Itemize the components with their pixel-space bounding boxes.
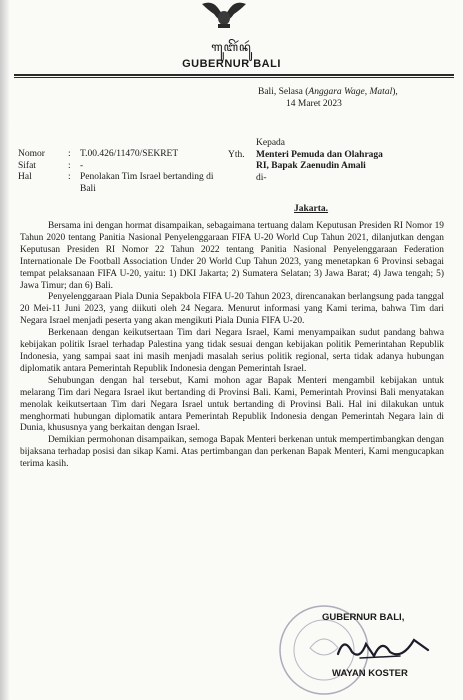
recipient-block: Kepada Yth. Menteri Pemuda dan Olahraga RI, Bapak Zaenudin Amali di- [228, 138, 383, 183]
body-paragraph: Sehubungan dengan hal tersebut, Kami mohon agar Bapak Menteri mengambil kebijakan untuk melarang Tim dari Negara Israel ikut bertanding di Provinsi Bali. Kami, Pemerintah Provinsi Bali menyatakan menolak keikutsertaan Tim dari Negara Israel untuk bertanding di Provinsi Bali. Hal ini dilakukan untuk menghormati hubungan diplomatik antara Pemerintah Republik Indonesia dengan Pemerintah Negara lain di Dunia, khususnya yang berkaitan dengan Israel. [20, 375, 444, 434]
body-paragraph: Demikian permohonan disampaikan, semoga Bapak Menteri berkenan untuk mempertimbangkan dengan bijaksana terhadap posisi dan sikap Kami. Atas pertimbangan dan perkenan Bapak Menteri, Kami mengucapkan terima kasih. [20, 435, 444, 470]
meta-row-hal: Hal : Penolakan Tim Israel bertanding di Bali [18, 172, 214, 194]
handwritten-signature [330, 626, 440, 666]
letterhead-rule-thick [14, 74, 454, 76]
letter-meta-table [18, 149, 216, 195]
signatory-name: WAYAN KOSTER [332, 668, 408, 679]
letterhead-rule-thin [14, 77, 454, 78]
meta-row-sifat: Sifat : - [18, 160, 84, 171]
balinese-script-heading: ꦒꦸꦧꦼꦂꦤꦸꦂ [211, 40, 252, 54]
letterhead-title: GUBERNUR BALI [182, 58, 281, 70]
body-paragraph: Penyelenggaraan Piala Dunia Sepakbola FIFA U-20 Tahun 2023, direncanakan berlangsung pada tanggal 20 Mei-11 Juni 2023, yang diikuti oleh 24 Negara. Menurut informasi yang Kami terima, bahwa Tim dari Negara Israel menjadi peserta yang akan mengikuti Piala Dunia FIFA U-20. [20, 292, 444, 327]
recipient-city: Jakarta. [294, 204, 329, 214]
garuda-emblem-icon [198, 0, 250, 30]
body-paragraph: Bersama ini dengan hormat disampaikan, sebagaimana tertuang dalam Keputusan Presiden RI Nomor 19 Tahun 2020 tentang Panitia Nasional Penyelenggaraan FIFA U-20 World Cup Tahun 2021, dilanjutkan dengan Keputusan Presiden RI Nomor 22 Tahun 2022 tentang Panitia Nasional Penyelenggaraan Federation Internationale De Football Association Under 20 World Cup Tahun 2023, yang menetapkan 6 Provinsi sebagai tempat pelaksanaan FIFA U-20, yaitu: 1) DKI Jakarta; 2) Sumatera Selatan; 3) Jawa Barat; 4) Jawa tengah; 5) Jawa Timur; dan 6) Bali. [20, 221, 444, 291]
signatory-title: GUBERNUR BALI, [322, 612, 405, 623]
place-date: Bali, Selasa (Anggara Wage, Matal), 14 Maret 2023 [258, 87, 398, 109]
letter-body [20, 221, 444, 471]
meta-row-nomor: Nomor : T.00.426/11470/SEKRET [18, 149, 179, 159]
page-edge-shadow [0, 0, 10, 700]
body-paragraph: Berkenaan dengan keikutsertaan Tim dari Negara Israel, Kami menyampaikan sudut pandang bahwa kebijakan politik Israel terhadap Palestina yang tidak sesuai dengan kebijakan politik Pemerintahan Republik Indonesia, yang sampai saat ini masih menjadi masalah serius politik regional, serta tidak adanya hubungan diplomatik antara Pemerintah Republik Indonesia dengan Pemerintah Israel. [20, 328, 444, 374]
